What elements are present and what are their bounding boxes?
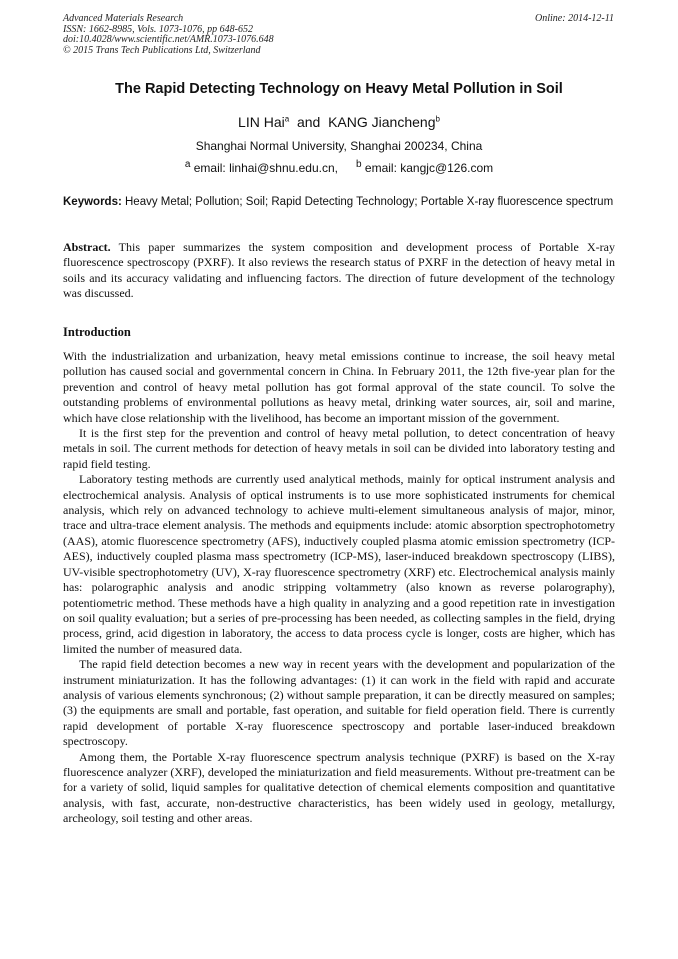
affiliation: Shanghai Normal University, Shanghai 200234, China <box>195 139 483 153</box>
paper-title: The Rapid Detecting Technology on Heavy Metal Pollution in Soil <box>115 81 563 97</box>
author-line <box>0 114 678 130</box>
author-1-superscript: a <box>284 114 290 124</box>
email-a-superscript: a <box>184 159 191 170</box>
abstract <box>63 240 615 302</box>
author-1: LIN Hai <box>238 114 285 130</box>
keywords-label: Keywords: <box>63 196 122 208</box>
paragraph: Among them, the Portable X-ray fluorescence spectrum analysis technique (PXRF) is based on the X-ray fluorescence analyzer (XRF), developed the miniaturization and field measurements. Without pre-treatment can be for a variety of solid, liquid samples for qualitative detection of chemical elements composition and quantitative analysis, with fast, accurate, non-destructive characteristics, has been widely used in geology, metallurgy, archeology, soil testing and other areas. <box>63 749 615 826</box>
paragraph: It is the first step for the prevention and control of heavy metal pollution, to detect concentration of heavy metals in soil. The current methods for detection of heavy metals in soil can be divided into laboratory testing and rapid field testing. <box>63 426 615 471</box>
copyright-line: © 2015 Trans Tech Publications Ltd, Switzerland <box>63 44 261 56</box>
keywords-text: Heavy Metal; Pollution; Soil; Rapid Detecting Technology; Portable X-ray fluorescence spectrum <box>125 196 614 208</box>
online-date: Online: 2014-12-11 <box>535 13 614 24</box>
journal-header <box>63 14 614 56</box>
email-line <box>0 159 678 175</box>
email-b: email: kangjc@126.com <box>364 161 494 175</box>
author-2-superscript: b <box>435 114 440 124</box>
email-b-superscript: b <box>356 159 362 170</box>
doi-line: doi:10.4028/www.scientific.net/AMR.1073-1076.648 <box>63 34 274 45</box>
paragraph: Laboratory testing methods are currently used analytical methods, mainly for optical instrument analysis and electrochemical analysis. Analysis of optical instruments is to use more sophisticated instruments for chemical analysis, which rely on advanced technology to achieve multi-element simultaneous analysis of major, minor, trace and ultra-trace element analysis. The methods and equipments include: atomic absorption spectrophotometry (AAS), atomic fluorescence spectrometry (AFS), inductively coupled plasma atomic emission spectrometry (ICP-AES), inductively coupled plasma mass spectrometry (ICP-MS), laser-induced breakdown spectroscopy (LIBS), UV-visible spectrophotometry (UV), X-ray fluorescence spectrometry (XRF) etc. Electrochemical analysis mainly has: polarographic analysis and anodic stripping voltammetry (also known as reverse polarography), potentiometric method. These methods have a high quality in analyzing and a good repetition rate in investigation on soil quality evaluation; but a series of pre-processing has been needed, as collecting samples in the field, drying process, grind, acid digestion in laboratory, the access to data process cycle is longer, costs are higher, which has limited the number of measured data. <box>63 472 615 656</box>
issn-line: ISSN: 1662-8985, Vols. 1073-1076, pp 648-652 <box>63 23 253 35</box>
section-heading-introduction: Introduction <box>63 325 131 339</box>
paragraph: The rapid field detection becomes a new way in recent years with the development and popularization of the instrument miniaturization. It has the following advantages: (1) it can work in the field with rapid and accurate analysis of various elements synchronous; (2) without sample preparation, it can be directly measured on samples; (3) the equipments are small and portable, fast operation, and suitable for field operation field. There is currently rapid development of portable X-ray fluorescence spectroscopy and portable laser-induced breakdown spectroscopy. <box>63 657 615 749</box>
paragraph: With the industrialization and urbanization, heavy metal emissions continue to increase, the soil heavy metal pollution has caused social and governmental concern in China. In February 2011, the 12th five-year plan for the prevention and control of heavy metal pollution has got formal approval of the state council. To solve the outstanding problems of environmental pollutions as heavy metal, drinking water sources, air, soil and marine, which have close relationship with the livelihood, has become an important mission of the government. <box>63 349 615 425</box>
abstract-text: This paper summarizes the system composition and development process of Portable X-ray fluorescence spectroscopy (PXRF). It also reviews the research status of PXRF in the detection of heavy metal in soils and its accuracy validating and influencing factors. The direction of future development of the technology was discussed. <box>63 240 615 301</box>
journal-name: Advanced Materials Research <box>63 13 184 24</box>
author-conjunction: and <box>296 114 321 130</box>
abstract-label: Abstract. <box>63 240 111 254</box>
author-2: KANG Jiancheng <box>328 114 436 130</box>
keywords <box>63 195 615 210</box>
email-a: email: linhai@shnu.edu.cn, <box>193 161 338 175</box>
introduction-body <box>63 349 615 827</box>
